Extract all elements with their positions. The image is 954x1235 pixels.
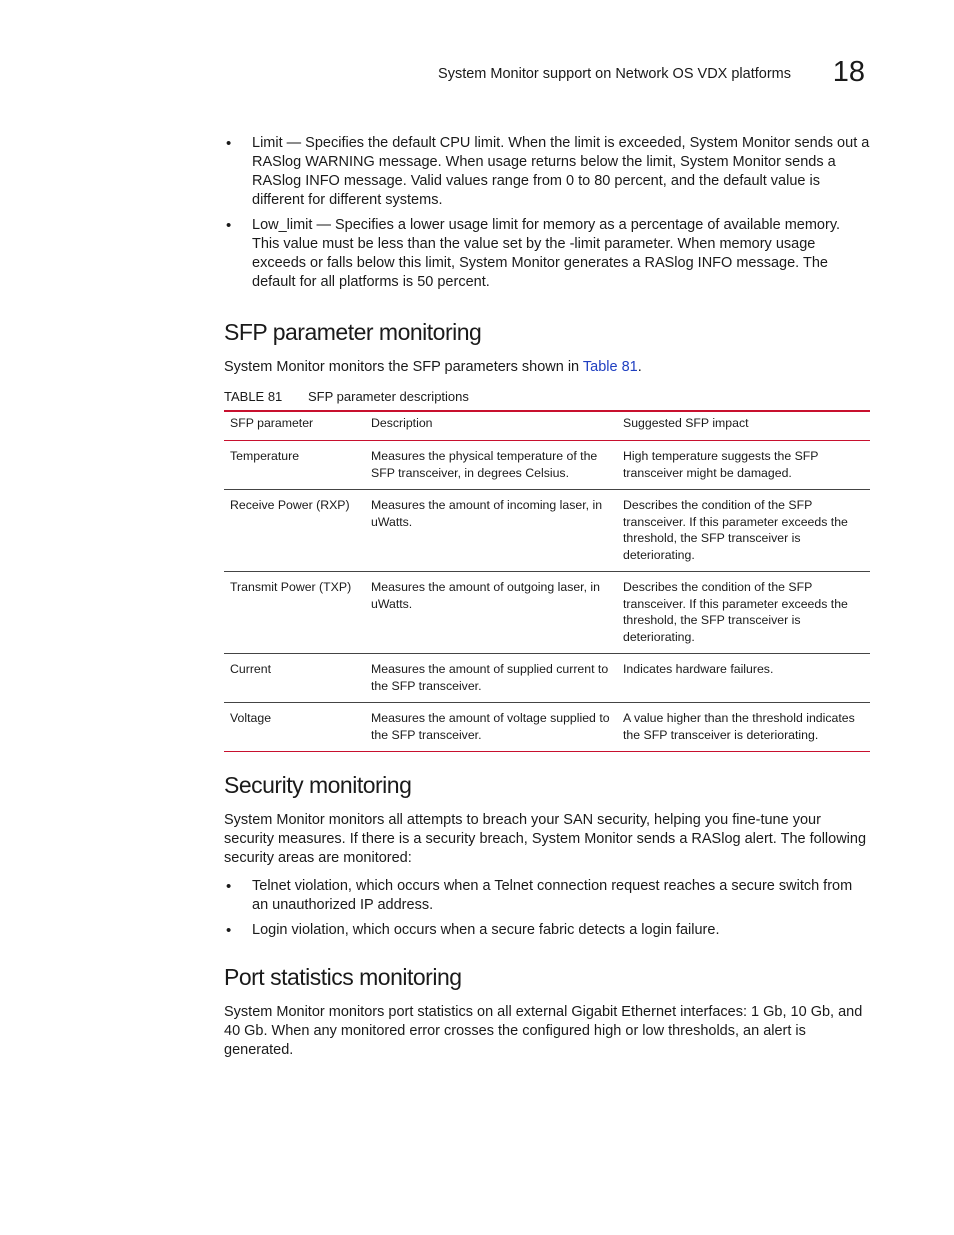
table-cell: Measures the physical temperature of the SFP transceiver, in degrees Celsius. bbox=[371, 449, 598, 480]
table-cell: Measures the amount of incoming laser, in uWatts. bbox=[371, 498, 603, 529]
list-item: • Low_limit — Specifies a lower usage limit for memory as a percentage of available memory. This value must be less than the value set by the -limit parameter. When memory usage exceeds or falls below this limit, System Monitor generates a RASlog INFO message. The default for all platforms is 50 percent. bbox=[224, 216, 870, 292]
chapter-number: 18 bbox=[832, 56, 865, 88]
sfp-intro-paragraph bbox=[224, 358, 870, 377]
table-cell: Receive Power (RXP) bbox=[230, 498, 350, 512]
section-heading-security: Security monitoring bbox=[224, 772, 412, 798]
table-header-row bbox=[224, 411, 870, 441]
sfp-intro-text: System Monitor monitors the SFP parameters shown in bbox=[224, 359, 583, 375]
table-row bbox=[224, 441, 870, 490]
table-cell: Indicates hardware failures. bbox=[623, 662, 774, 676]
sfp-intro-suffix: . bbox=[637, 359, 642, 375]
list-item: • Limit — Specifies the default CPU limit. When the limit is exceeded, System Monitor sends out a RASlog WARNING message. When usage returns below the limit, System Monitor sends a RASlog INFO message. Valid values range from 0 to 80 percent, and the default value is different for different systems. bbox=[224, 134, 870, 210]
security-paragraph: System Monitor monitors all attempts to breach your SAN security, helping you fine-tune your security measures. If there is a security breach, System Monitor sends a RASlog alert. The following security areas are monitored: bbox=[224, 812, 867, 866]
table-cell: Describes the condition of the SFP transceiver. If this parameter exceeds the threshold, the SFP transceiver is deteriorating. bbox=[623, 580, 848, 644]
sfp-parameter-table bbox=[224, 410, 870, 752]
table-cell: Temperature bbox=[230, 449, 300, 463]
section-heading-sfp: SFP parameter monitoring bbox=[224, 319, 482, 345]
table-cell: Current bbox=[230, 662, 272, 676]
table-caption bbox=[224, 389, 870, 406]
table-cell: Measures the amount of outgoing laser, in uWatts. bbox=[371, 580, 600, 611]
table-cell: Measures the amount of supplied current to the SFP transceiver. bbox=[371, 662, 609, 693]
list-item: • Telnet violation, which occurs when a Telnet connection request reaches a secure switch from an unauthorized IP address. bbox=[224, 877, 870, 915]
table-cell: Transmit Power (TXP) bbox=[230, 580, 352, 594]
table-cell: A value higher than the threshold indicates the SFP transceiver is deteriorating. bbox=[623, 711, 855, 742]
table-cell: Describes the condition of the SFP transceiver. If this parameter exceeds the threshold, the SFP transceiver is deteriorating. bbox=[623, 498, 848, 562]
list-item: • Login violation, which occurs when a secure fabric detects a login failure. bbox=[224, 921, 870, 940]
column-header: Description bbox=[371, 416, 433, 430]
table-cell: Voltage bbox=[230, 711, 272, 725]
running-header-title: System Monitor support on Network OS VDX platforms bbox=[438, 66, 791, 82]
table-row bbox=[224, 703, 870, 752]
table-title: SFP parameter descriptions bbox=[308, 389, 469, 404]
table-row bbox=[224, 654, 870, 703]
table-row bbox=[224, 490, 870, 572]
page-content bbox=[224, 134, 870, 1060]
table-row bbox=[224, 572, 870, 654]
table-cell: Measures the amount of voltage supplied to the SFP transceiver. bbox=[371, 711, 610, 742]
table-81-link[interactable]: Table 81 bbox=[582, 359, 638, 375]
page-header bbox=[0, 56, 954, 92]
column-header: Suggested SFP impact bbox=[623, 416, 749, 430]
table-number: TABLE 81 bbox=[224, 389, 283, 404]
security-bullet-list bbox=[224, 877, 870, 940]
intro-bullet-list bbox=[224, 134, 870, 292]
port-statistics-paragraph: System Monitor monitors port statistics on all external Gigabit Ethernet interfaces: 1 Gb, 10 Gb, and 40 Gb. When any monitored error crosses the configured high or low thresholds, an alert is generated. bbox=[224, 1004, 863, 1058]
section-heading-port-statistics: Port statistics monitoring bbox=[224, 964, 462, 990]
column-header: SFP parameter bbox=[230, 416, 314, 430]
table-cell: High temperature suggests the SFP transceiver might be damaged. bbox=[623, 449, 819, 480]
